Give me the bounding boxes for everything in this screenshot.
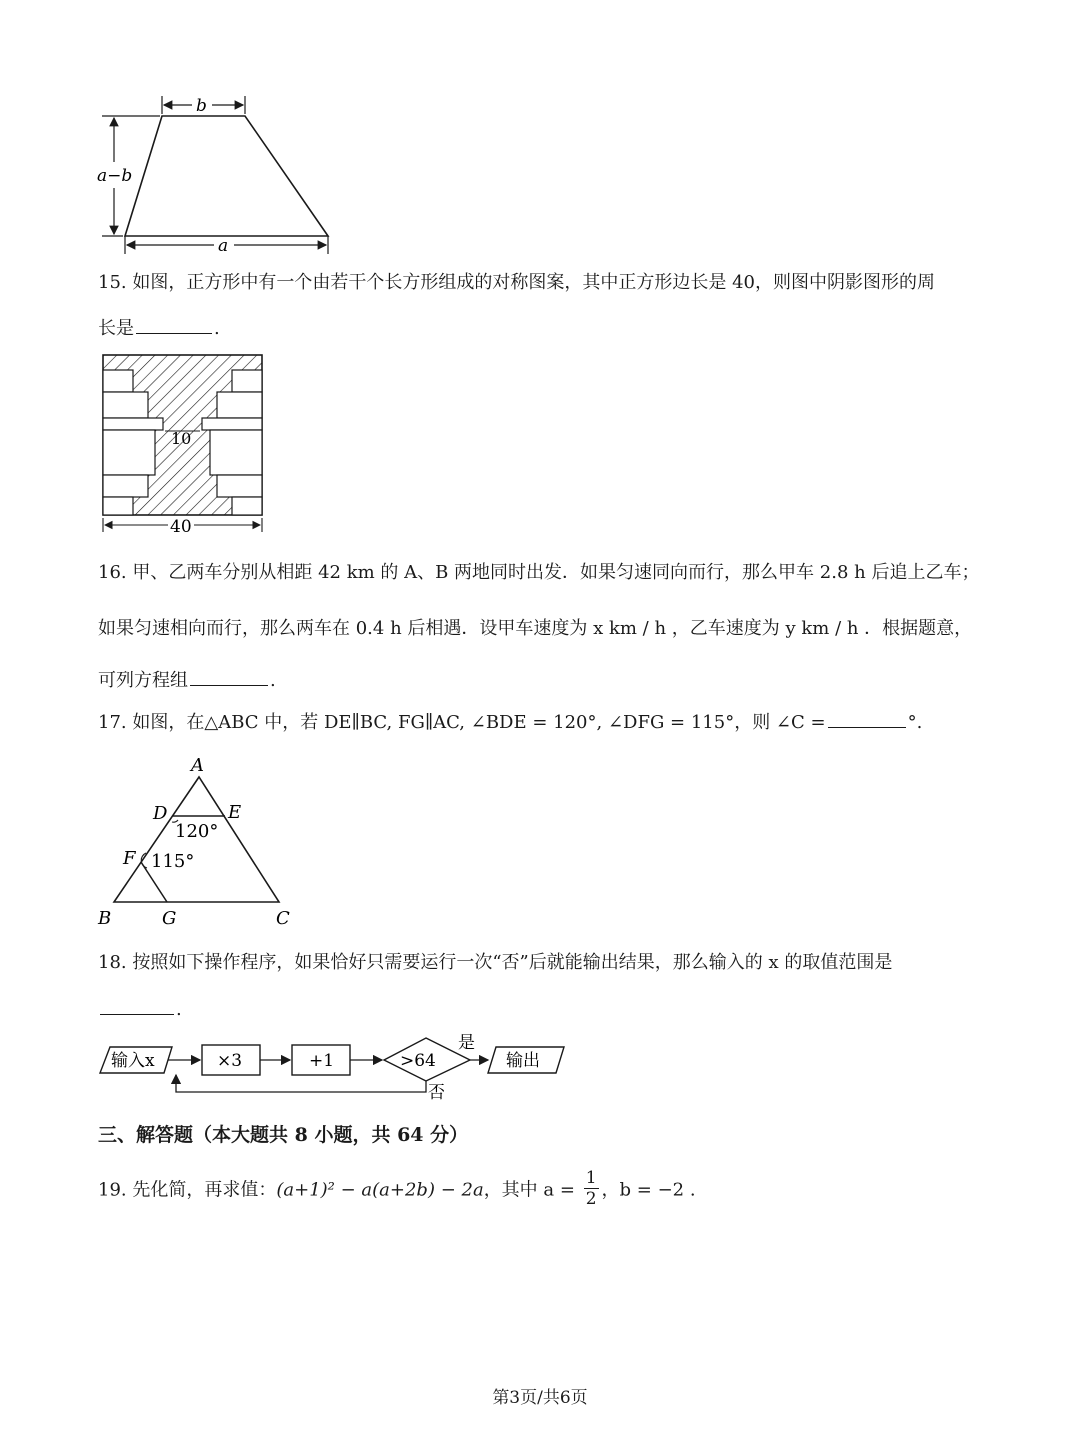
q19-expression: (a+1)² − a(a+2b) − 2a xyxy=(276,1179,484,1201)
q16-answer-blank xyxy=(190,667,268,686)
square-gap-label: 10 xyxy=(171,429,192,448)
q15-line1: 15. 如图，正方形中有一个由若干个长方形组成的对称图案，其中正方形边长是 40，则图中阴影图形的周 xyxy=(98,272,935,293)
flowchart-figure xyxy=(96,1028,576,1108)
q19-prefix: 19. 先化简，再求值： xyxy=(98,1179,277,1201)
trapezoid-side-label: a−b xyxy=(97,166,133,186)
vertex-e-label: E xyxy=(228,802,242,823)
vertex-g-label: G xyxy=(162,908,177,929)
q16-line2: 如果匀速相向而行，那么两车在 0.4 h 后相遇．设甲车速度为 x km / h ，乙车速度为 y km / h ．根据题意， xyxy=(98,618,973,639)
q15-suffix: . xyxy=(214,318,220,339)
q15-answer-blank xyxy=(136,315,212,334)
flow-plus1-label: +1 xyxy=(309,1051,335,1071)
flow-condition-label: >64 xyxy=(400,1051,436,1071)
square-figure xyxy=(96,350,268,540)
vertex-c-label: C xyxy=(276,908,290,929)
q15-prefix: 长是 xyxy=(98,318,134,339)
q19-numerator: 1 xyxy=(585,1168,597,1188)
flow-no-label: 否 xyxy=(428,1083,445,1103)
q19-cond-suffix: ，b = −2 . xyxy=(601,1179,696,1201)
section3-heading: 三、解答题（本大题共 8 小题，共 64 分） xyxy=(98,1124,469,1146)
q17-prefix: 17. 如图，在△ABC 中，若 DE∥BC, FG∥AC, ∠BDE = 120°, ∠DFG = 115°，则 ∠C = xyxy=(98,712,826,733)
q19-denominator: 2 xyxy=(585,1189,597,1209)
q17-answer-blank xyxy=(828,709,906,728)
triangle-figure xyxy=(94,750,304,930)
q16-line1: 16. 甲、乙两车分别从相距 42 km 的 A、B 两地同时出发．如果匀速同向而行，那么甲车 2.8 h 后追上乙车； xyxy=(98,562,980,583)
q16-suffix: . xyxy=(270,670,276,691)
q16-line3 xyxy=(98,667,276,693)
angle-115-label: 115° xyxy=(151,851,195,872)
trapezoid-bottom-label: a xyxy=(218,236,229,256)
angle-120-label: 120° xyxy=(175,821,219,842)
q17-suffix: °. xyxy=(907,712,923,733)
q18-line2 xyxy=(98,996,182,1022)
flow-output-label: 输出 xyxy=(506,1051,540,1071)
square-side-label: 40 xyxy=(170,517,192,537)
vertex-d-label: D xyxy=(153,803,168,824)
q19-cond-prefix: ，其中 a = xyxy=(483,1179,575,1201)
flow-yes-label: 是 xyxy=(458,1033,475,1053)
page-footer: 第3页/共6页 xyxy=(492,1388,588,1408)
trapezoid-top-label: b xyxy=(196,96,207,116)
trapezoid-figure xyxy=(90,92,350,257)
q19-line xyxy=(98,1170,696,1211)
q16-prefix: 可列方程组 xyxy=(98,670,188,691)
vertex-f-label: F xyxy=(123,848,136,869)
flow-times3-label: ×3 xyxy=(217,1051,243,1071)
q19-fraction xyxy=(584,1168,599,1209)
q18-answer-blank xyxy=(100,996,174,1015)
q18-line1: 18. 按照如下操作程序，如果恰好只需要运行一次“否”后就能输出结果，那么输入的 x 的取值范围是 xyxy=(98,952,893,973)
vertex-a-label: A xyxy=(191,755,204,776)
vertex-b-label: B xyxy=(98,908,112,929)
q18-suffix: . xyxy=(176,999,182,1020)
q17-line xyxy=(98,709,922,735)
flow-input-label: 输入x xyxy=(111,1051,155,1071)
q15-line2 xyxy=(98,315,220,341)
